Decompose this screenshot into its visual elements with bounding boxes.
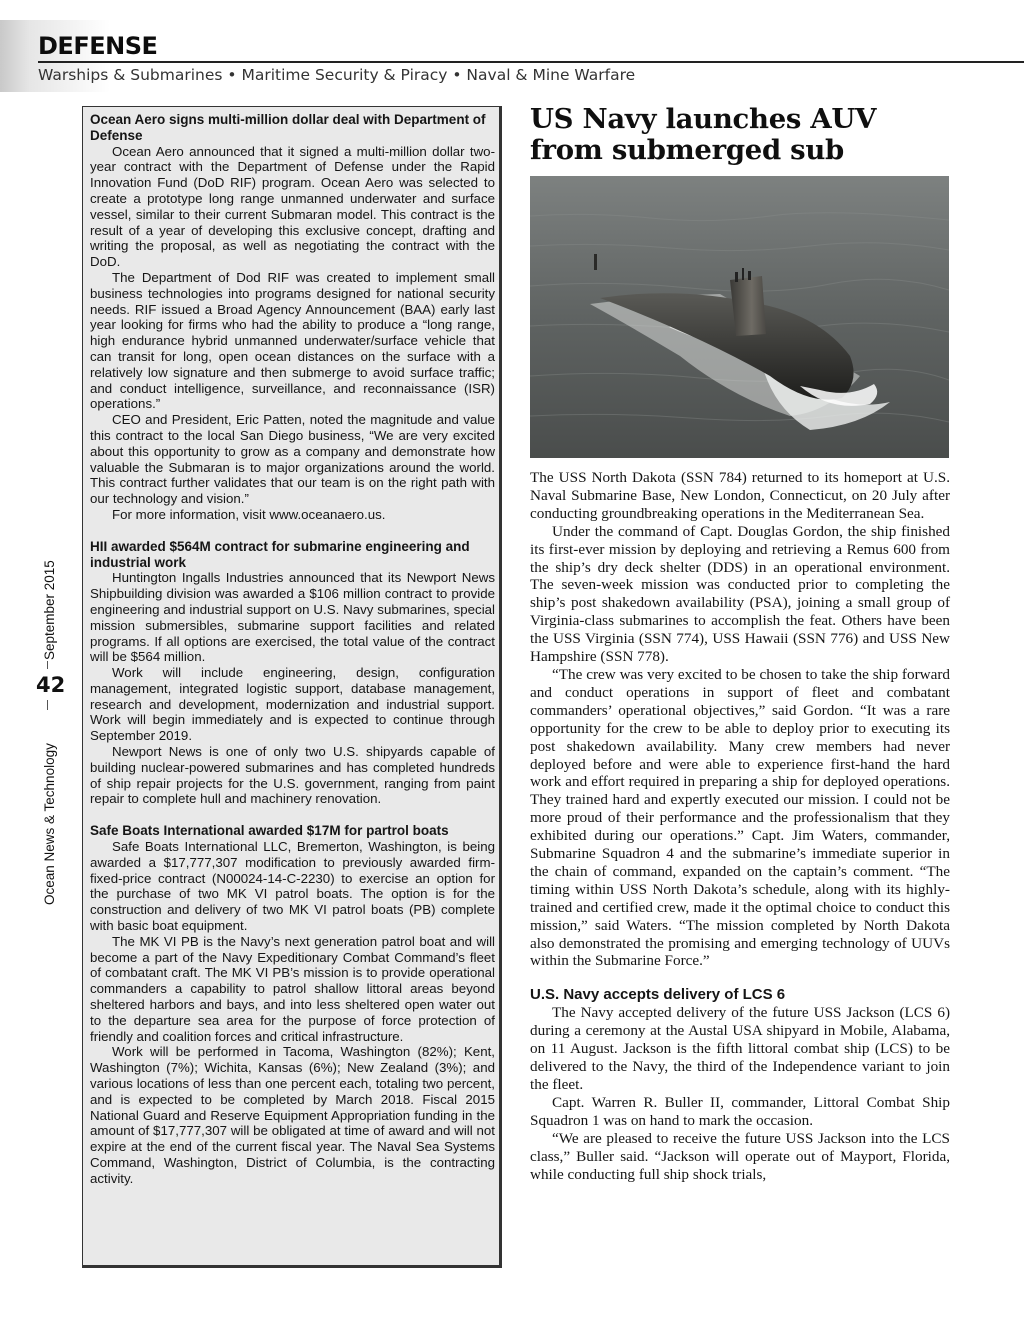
brief-paragraph: Huntington Ingalls Industries announced that its Newport News Shipbuilding division was awarded a $106 million contract to provide engineering and industrial support on U.S. Navy submarines, special mission submersibles, submarine support facilities and related programs. If all options are exercised, the total value of the contract will be $564 million.: [90, 570, 495, 665]
submarine-illustration: [530, 176, 949, 458]
news-briefs-box: [82, 106, 502, 1268]
margin-rule-mid-top: [47, 661, 48, 669]
brief-paragraph: Work will be performed in Tacoma, Washington (82%); Kent, Washington (7%); Wichita, Kansas (6%); New Zealand (3%); and various locations of less than one percent each, totaling two percent, and is expected to be completed by March 2018. Fiscal 2015 National Guard and Reserve Equipment Appropriation funding in the amount of $17,777,307 will be obligated at time of award and will not expire at the end of the current fiscal year. The Naval Sea Systems Command, Washington, District of Columbia, is the contracting activity.: [90, 1044, 495, 1186]
brief-paragraph: Work will include engineering, design, configuration management, integrated logistic support, database management, research and development, modernization and industrial support. Work will begin immediately and is expected to continue through September 2019.: [90, 665, 495, 744]
article-paragraph: Capt. Warren R. Buller II, commander, Littoral Combat Ship Squadron 1 was on hand to mark the occasion.: [530, 1093, 950, 1129]
section-subtitle: Warships & Submarines • Maritime Security & Piracy • Naval & Mine Warfare: [38, 66, 636, 84]
publication-name: [37, 705, 57, 905]
article-headline: US Navy launches AUV from submerged sub: [530, 103, 877, 166]
second-article-title: U.S. Navy accepts delivery of LCS 6: [530, 986, 786, 1004]
brief-paragraph: CEO and President, Eric Patten, noted the magnitude and value this contract to the local San Diego business, “We are very excited about this opportunity to grow as a company and demonstrate how valuable the Submaran is to major organizations around the world. This contract further validates that our team is on the right path with our technology and vision.”: [90, 412, 495, 507]
article-paragraph: “The crew was very excited to be chosen to take the ship forward and conduct operations in support of fleet and combatant commanders’ operational objectives,” said Gordon. “It was a rare opportunity for the crew to be able to deploy prior to executing its post shakedown availability. Many crew members had never deployed before and were able to experience first-hand the hard work and effort required in preparing a ship for deployed operations. They trained hard and expertly executed our mission. I could not be more proud of their performance and the professionalism that they exhibited during our operations.” Capt. Jim Waters, commander, Submarine Squadron 4 and the submarine’s immediate superior in the chain of command, expanded on the captain’s comment. “The timing within USS North Dakota’s schedule, along with its highly-trained and certified crew, made it the optimal choice to conduct this mission,” said Waters. “The mission completed by North Dakota also demonstrated the promising and emerging technology of UUVs within the Submarine Force.”: [530, 665, 950, 970]
article-paragraph: Under the command of Capt. Douglas Gordon, the ship finished its first-ever mission by deploying and retrieving a Remus 600 from the ship’s dry deck shelter (DDS) in an operational environment. The seven-week mission was conducted prior to completing the ship’s post shakedown availability (PSA), joining a small group of Virginia-class submarines to accomplish the feat. Others have been the USS Virginia (SSN 774), USS Hawaii (SSN 776) and USS New Hampshire (SSN 778).: [530, 522, 950, 666]
article-paragraph: The USS North Dakota (SSN 784) returned to its homeport at U.S. Naval Submarine Base, New London, Connecticut, on 20 July after conducting groundbreaking operations in the Mediterranean Sea.: [530, 469, 950, 522]
header-rule: [38, 61, 1024, 63]
brief-title: Safe Boats International awarded $17M for partrol boats: [90, 823, 449, 839]
section-title: DEFENSE: [38, 32, 158, 60]
brief-paragraph: Safe Boats International LLC, Bremerton, Washington, is being awarded a $17,777,307 modification to previously awarded firm-fixed-price contract (N00024-14-C-2230) to exercise an option for the purchase of two MK VI patrol boats. The option is for the construction and delivery of two MK VI patrol boats (PB) complete with basic boat equipment.: [90, 839, 495, 934]
brief-paragraph: For more information, visit www.oceanaero.us.: [112, 506, 386, 522]
brief-paragraph: Newport News is one of only two U.S. shipyards capable of building nuclear-powered submarines and has completed hundreds of ship repair projects for the U.S. government, ranging from paint repair to complete hull and machinery renovation.: [90, 744, 495, 807]
main-article: [530, 469, 950, 1183]
brief-title: HII awarded $564M contract for submarine engineering and industrial work: [90, 538, 470, 570]
brief-paragraph: Ocean Aero announced that it signed a multi-million dollar two-year contract with the Department of Defense under the Rapid Innovation Fund (DoD RIF) program. Ocean Aero was selected to create a prototype long range unmanned underwater and surface vessel, similar to their current Submaran model. This contract is the result of a year of developing this exclusive concept, drafting and writing the proposal, as well as negotiating the contract with the DoD.: [90, 143, 495, 270]
brief-paragraph: The Department of Dod RIF was created to implement small business technologies into programs designed for national security needs. RIF issued a Broad Agency Announcement (BAA) early last year looking for firms who had the ability to produce a “long range, high endurance hybrid unmanned underwater/surface vehicle that can transit for long, open ocean distances on the surface with a relatively low signature and then submerge to avoid surface traffic; and conduct intelligence, surveillance, and reconnaissance (ISR) operations.”: [90, 269, 495, 412]
article-paragraph: The Navy accepted delivery of the future USS Jackson (LCS 6) during a ceremony at the Austal USA shipyard in Mobile, Alabama, on 11 August. Jackson is the fifth littoral combat ship (LCS) to be delivered to the Navy, the third of the Independence variant to join the fleet.: [530, 1004, 950, 1093]
brief-ocean-aero: [90, 112, 495, 523]
brief-hii: [90, 539, 495, 808]
page-number: 42: [36, 673, 66, 697]
article-paragraph: “We are pleased to receive the future USS Jackson into the LCS class,” Buller said. “Jackson will operate out of Mayport, Florida, while conducting full ship shock trials,: [530, 1129, 950, 1183]
brief-safe-boats: [90, 823, 495, 1186]
publication-name-text: Ocean News & Technology: [42, 743, 57, 905]
issue-date-text: September 2015: [42, 560, 57, 660]
brief-paragraph: The MK VI PB is the Navy’s next generation patrol boat and will become a part of the Navy Expeditionary Combat Command’s fleet of combatant craft. The MK VI PB’s mission is to provide operational commanders a capability to patrol shallow littoral areas beyond sheltered harbors and bays, and into less sheltered open water out to the departure sea area for the purpose of force protection of friendly and coalition forces and critical infrastructure.: [90, 933, 495, 1044]
issue-date: [37, 540, 57, 660]
brief-title: Ocean Aero signs multi-million dollar deal with Department of Defense: [90, 112, 486, 143]
submarine-photo: [530, 176, 949, 458]
